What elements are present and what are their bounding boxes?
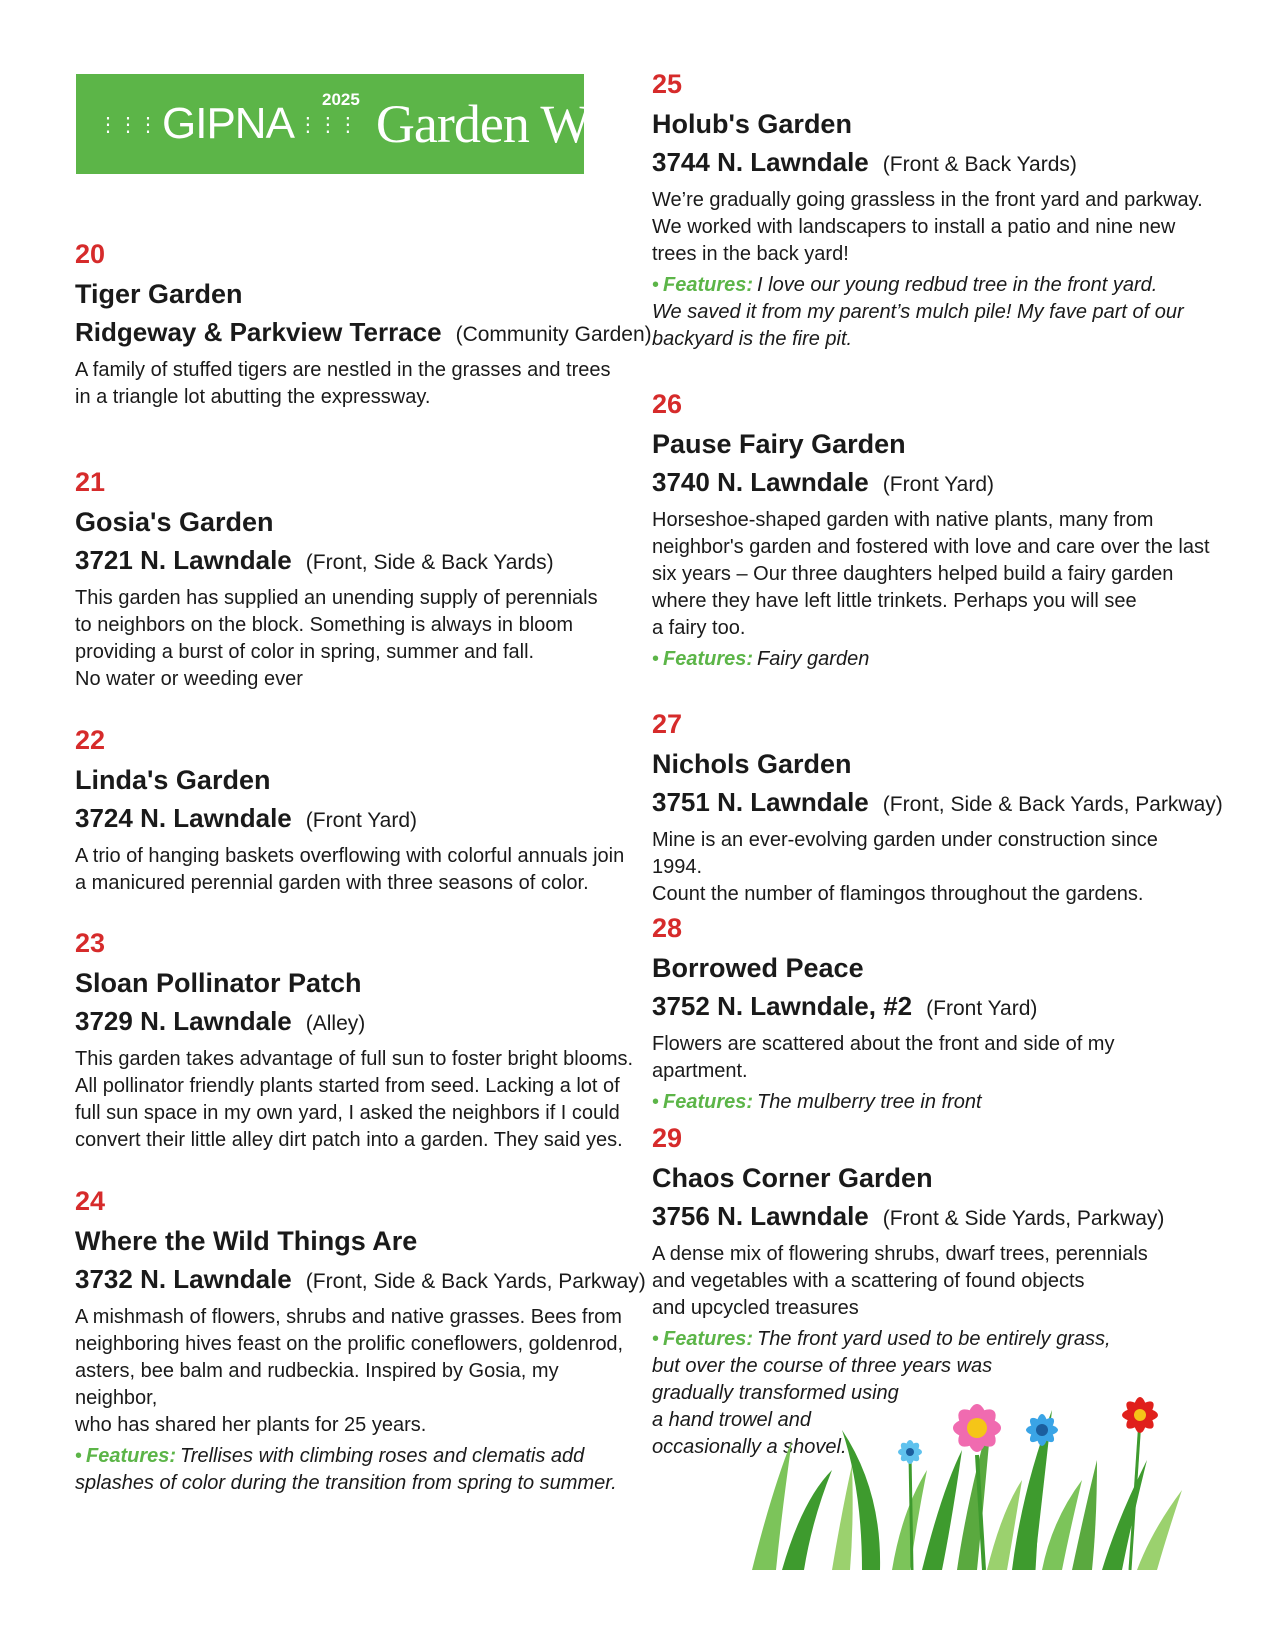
garden-number: 26	[652, 389, 683, 419]
bullet-icon: •	[652, 1328, 660, 1350]
garden-number: 21	[75, 467, 106, 497]
garden-features	[652, 272, 1212, 353]
event-year: 2025	[322, 90, 360, 109]
garden-number: 22	[75, 725, 106, 755]
garden-description: Flowers are scattered about the front and side of my apartment.	[652, 1033, 1115, 1082]
garden-yards: (Front, Side & Back Yards, Parkway)	[305, 1270, 646, 1293]
garden-number: 25	[652, 69, 683, 99]
garden-description: A family of stuffed tigers are nestled in the grasses and trees in a triangle lot abutting the expressway.	[75, 359, 611, 408]
garden-address: 3724 N. Lawndale	[75, 803, 292, 833]
garden-name: Tiger Garden	[75, 279, 243, 309]
garden-address: 3751 N. Lawndale	[652, 787, 869, 817]
garden-yards: (Front Yard)	[305, 809, 418, 832]
garden-address: 3744 N. Lawndale	[652, 147, 869, 177]
garden-features	[75, 1443, 635, 1497]
garden-description: Mine is an ever-evolving garden under construction since 1994. Count the number of flamingos throughout the gardens.	[652, 829, 1158, 905]
address-line	[75, 1263, 646, 1300]
garden-description: A trio of hanging baskets overflowing with colorful annuals join a manicured perennial garden with three seasons of color.	[75, 845, 625, 894]
bullet-icon: •	[652, 274, 660, 296]
garden-features	[652, 1089, 1212, 1116]
garden-address: 3732 N. Lawndale	[75, 1264, 292, 1294]
garden-number: 24	[75, 1186, 106, 1216]
garden-address: 3752 N. Lawndale, #2	[652, 991, 913, 1021]
address-line	[652, 466, 1212, 503]
org-name: GIPNA	[162, 99, 294, 148]
garden-yards: (Front, Side & Back Yards)	[305, 551, 554, 574]
garden-address: 3729 N. Lawndale	[75, 1006, 292, 1036]
garden-yards: (Front & Side Yards, Parkway)	[882, 1207, 1165, 1230]
garden-description: This garden has supplied an unending supply of perennials to neighbors on the block. Something is always in bloom providing a burst of color in spring, summer and fall. No water or weeding ever	[75, 587, 598, 690]
garden-yards: (Front Yard)	[882, 473, 995, 496]
garden-name: Borrowed Peace	[652, 953, 864, 983]
address-line	[75, 1005, 635, 1042]
grid-dots-icon: ⋮⋮⋮	[98, 113, 158, 136]
garden-address: 3721 N. Lawndale	[75, 545, 292, 575]
features-label: Features:	[663, 274, 754, 296]
garden-name: Gosia's Garden	[75, 507, 274, 537]
bullet-icon: •	[75, 1445, 83, 1467]
garden-name: Chaos Corner Garden	[652, 1163, 933, 1193]
address-line	[75, 802, 635, 839]
garden-entry-24	[75, 1185, 646, 1497]
grid-dots-icon: ⋮⋮⋮	[297, 113, 358, 136]
features-text: Fairy garden	[757, 648, 870, 670]
bullet-icon: •	[652, 648, 660, 670]
garden-yards: (Community Garden)	[455, 323, 652, 346]
garden-name: Nichols Garden	[652, 749, 852, 779]
garden-entry-23	[75, 927, 635, 1154]
garden-number: 29	[652, 1123, 683, 1153]
garden-entry-21	[75, 466, 635, 693]
address-line	[652, 1200, 1212, 1237]
event-title: Garden Walk	[375, 94, 649, 154]
garden-name: Linda's Garden	[75, 765, 271, 795]
garden-yards: (Alley)	[305, 1012, 366, 1035]
garden-entry-20	[75, 238, 652, 411]
garden-description: Horseshoe-shaped garden with native plants, many from neighbor's garden and fostered with love and care over the last six years – Our three daughters helped build a fairy garden where they have left little trinkets. Perhaps you will see a fairy too.	[652, 509, 1210, 639]
garden-address: 3756 N. Lawndale	[652, 1201, 869, 1231]
garden-number: 20	[75, 239, 106, 269]
garden-description: A mishmash of flowers, shrubs and native grasses. Bees from neighboring hives feast on the prolific coneflowers, goldenrod, asters, bee balm and rudbeckia. Inspired by Gosia, my neighbor, who has shared her plants for 25 years.	[75, 1306, 624, 1436]
header-banner	[76, 74, 649, 174]
garden-name: Holub's Garden	[652, 109, 852, 139]
garden-number: 27	[652, 709, 683, 739]
garden-entry-28	[652, 912, 1212, 1116]
features-label: Features:	[663, 1328, 754, 1350]
features-text: I love our young redbud tree in the front yard. We saved it from my parent’s mulch pile! My fave part of our backyard is the fire pit.	[652, 274, 1184, 350]
garden-address: Ridgeway & Parkview Terrace	[75, 317, 442, 347]
garden-description: This garden takes advantage of full sun to foster bright blooms. All pollinator friendly plants started from seed. Lacking a lot of full sun space in my own yard, I asked the neighbors if I could convert their little alley dirt patch into a garden. They said yes.	[75, 1048, 634, 1151]
garden-entry-22	[75, 724, 635, 897]
garden-yards: (Front & Back Yards)	[882, 153, 1077, 176]
garden-yards: (Front, Side & Back Yards, Parkway)	[882, 793, 1223, 816]
garden-yards: (Front Yard)	[926, 997, 1038, 1020]
features-text: The mulberry tree in front	[757, 1091, 982, 1113]
address-line	[75, 544, 635, 581]
garden-name: Pause Fairy Garden	[652, 429, 906, 459]
garden-name: Sloan Pollinator Patch	[75, 968, 362, 998]
garden-entry-25	[652, 68, 1212, 353]
features-label: Features:	[663, 648, 754, 670]
flowers-grass-illustration	[752, 1370, 1202, 1570]
garden-description: A dense mix of flowering shrubs, dwarf trees, perennials and vegetables with a scattering of found objects and upcycled treasures	[652, 1243, 1148, 1319]
garden-description: We’re gradually going grassless in the front yard and parkway. We worked with landscapers to install a patio and nine new trees in the back yard!	[652, 189, 1203, 265]
features-label: Features:	[663, 1091, 754, 1113]
address-line	[652, 786, 1223, 823]
garden-number: 23	[75, 928, 106, 958]
features-label: Features:	[86, 1445, 177, 1467]
garden-features	[652, 646, 1212, 673]
address-line	[75, 316, 652, 353]
features-text: Trellises with climbing roses and clematis add splashes of color during the transition from spring to summer.	[75, 1445, 617, 1494]
garden-entry-26	[652, 388, 1212, 673]
garden-name: Where the Wild Things Are	[75, 1226, 418, 1256]
features-text: The front yard used to be entirely grass, but over the course of three years was gradually transformed using a hand trowel and occasionally a shovel.	[652, 1328, 1111, 1458]
garden-entry-27	[652, 708, 1223, 908]
garden-number: 28	[652, 913, 683, 943]
bullet-icon: •	[652, 1091, 660, 1113]
address-line	[652, 990, 1212, 1027]
address-line	[652, 146, 1212, 183]
garden-address: 3740 N. Lawndale	[652, 467, 869, 497]
